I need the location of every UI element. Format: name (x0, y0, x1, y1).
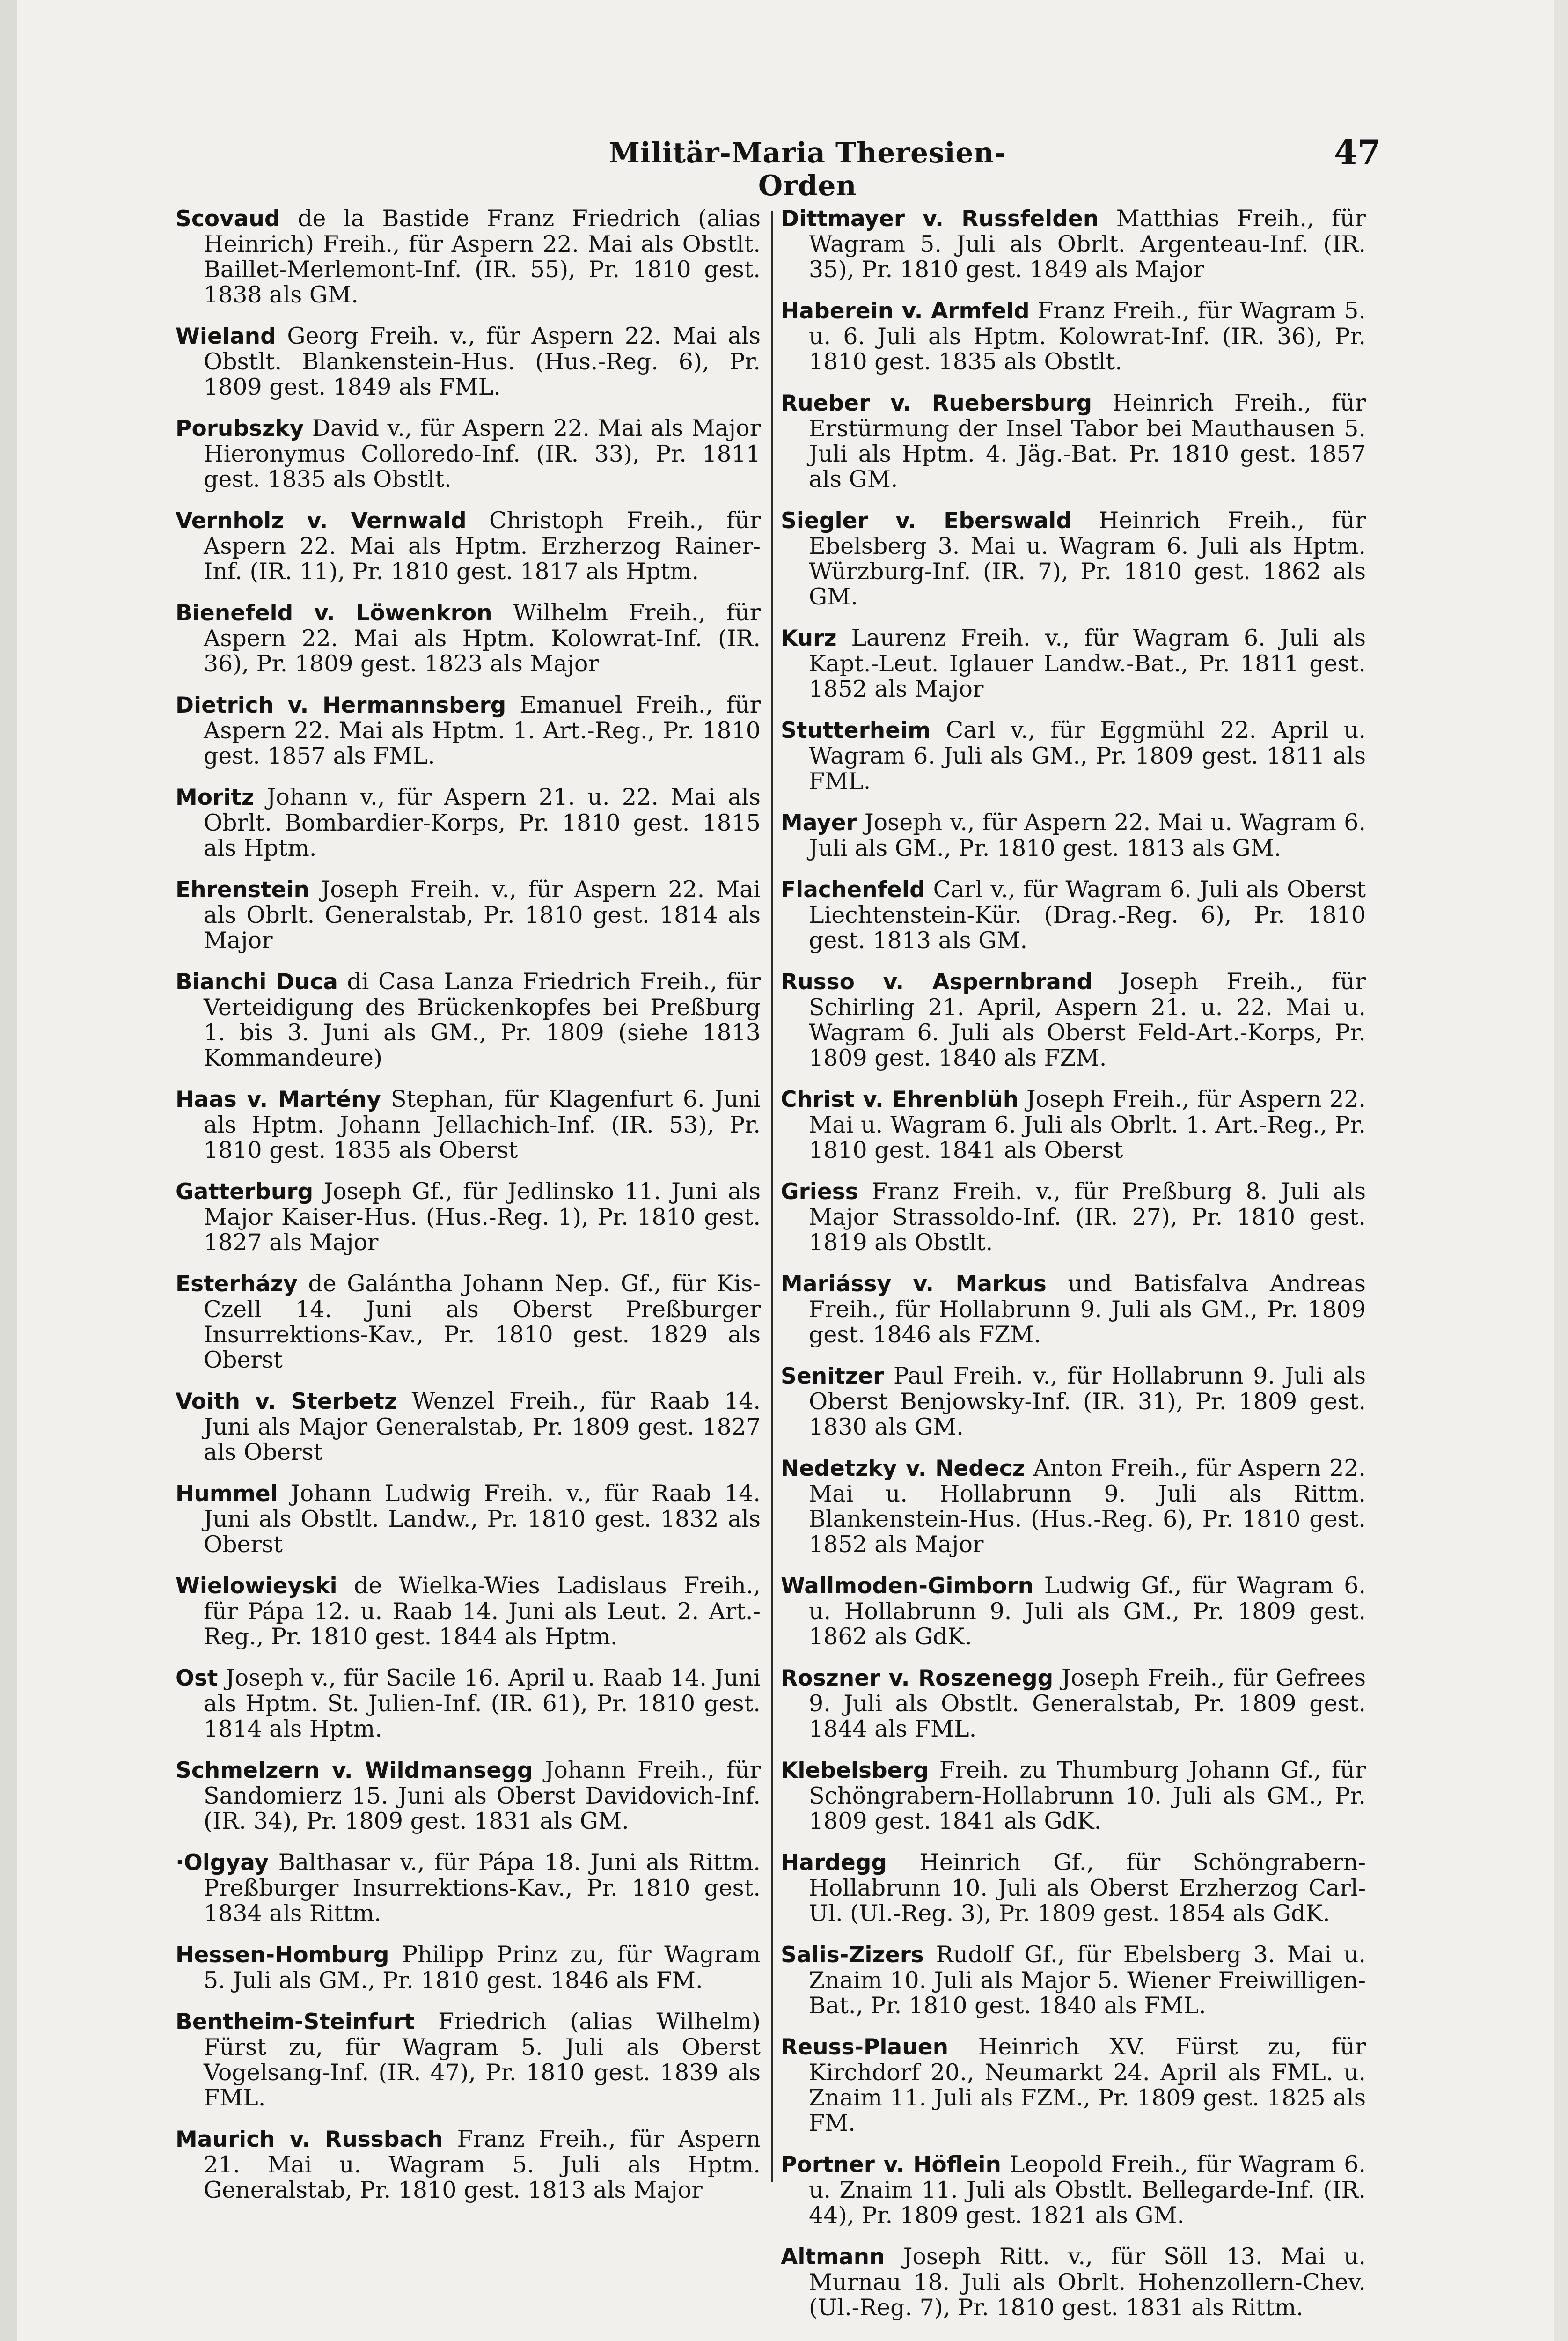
entry-text: Friedrich (alias Wilhelm) Fürst zu, für Wagram 5. Juli als Oberst Vogelsang-Inf. (IR. 47), Pr. 1810 gest. 1839 als FML. (204, 2008, 761, 2111)
running-header: Militär-Maria Theresien-Orden (608, 137, 1006, 202)
entry-text: Georg Freih. v., für Aspern 22. Mai als Obstlt. Blankenstein-Hus. (Hus.-Reg. 6), Pr. 1809 gest. 1849 als FML. (204, 323, 761, 400)
entry-name: Rueber v. Ruebersburg (781, 390, 1092, 416)
entry-name: Maurich v. Russbach (176, 2127, 443, 2152)
entry-name: Mariássy v. Markus (781, 1271, 1047, 1297)
entry-text: und Batisfalva Andreas Freih., für Hollabrunn 9. Juli als GM., Pr. 1809 gest. 1846 als FZM. (809, 1270, 1366, 1348)
entry-text: Johann Ludwig Freih. v., für Raab 14. Juni als Obstlt. Landw., Pr. 1810 gest. 1832 als Oberst (204, 1480, 761, 1558)
register-entry (781, 718, 1366, 794)
entry-name: Haberein v. Armfeld (781, 298, 1030, 324)
entry-text: Emanuel Freih., für Aspern 22. Mai als Hptm. 1. Art.-Reg., Pr. 1810 gest. 1857 als FML. (204, 692, 761, 769)
entry-text: Carl v., für Wagram 6. Juli als Oberst Liechtenstein-Kür. (Drag.-Reg. 6), Pr. 1810 gest. 1813 als GM. (809, 876, 1366, 954)
register-entry (781, 810, 1366, 861)
entry-name: Wielowieyski (176, 1573, 337, 1599)
register-entry (781, 1179, 1366, 1255)
entry-text: Laurenz Freih. v., für Wagram 6. Juli als Kapt.-Leut. Iglauer Landw.-Bat., Pr. 1811 gest. 1852 als Major (809, 625, 1366, 702)
entry-text: di Casa Lanza Friedrich Freih., für Verteidigung des Brückenkopfes bei Preßburg 1. bis 3. Juni als GM., Pr. 1809 (siehe 1813 Kommandeure) (204, 968, 761, 1071)
register-entry (781, 2152, 1366, 2228)
scan-edge-left (0, 0, 17, 2341)
register-entry (781, 1850, 1366, 1926)
register-entry (176, 1850, 761, 1926)
entry-text: Wilhelm Freih., für Aspern 22. Mai als Hptm. Kolowrat-Inf. (IR. 36), Pr. 1809 gest. 1823 als Major (204, 599, 761, 677)
entry-text: David v., für Aspern 22. Mai als Major Hieronymus Colloredo-Inf. (IR. 33), Pr. 1811 gest. 1835 als Obstlt. (204, 415, 761, 493)
page-number: 47 (1334, 132, 1381, 172)
entry-name: Russo v. Aspernbrand (781, 969, 1093, 995)
entry-name: Altmann (781, 2244, 885, 2270)
register-entry (176, 324, 761, 400)
entry-name: Nedetzky v. Nedecz (781, 1456, 1026, 1481)
scan-edge-right (1554, 0, 1568, 2341)
entry-text: Joseph Freih., für Schirling 21. April, Aspern 21. u. 22. Mai u. Wagram 6. Juli als Oberst Feld-Art.-Korps, Pr. 1809 gest. 1840 als FZM. (809, 968, 1366, 1071)
register-entry (176, 1087, 761, 1163)
right-column (781, 206, 1366, 2336)
entry-name: Bienefeld v. Löwenkron (176, 600, 492, 626)
entry-text: Wenzel Freih., für Raab 14. Juni als Major Generalstab, Pr. 1809 gest. 1827 als Oberst (204, 1388, 761, 1465)
register-entry (176, 2009, 761, 2111)
register-entry (781, 298, 1366, 375)
entry-name: ·Olgyay (176, 1850, 269, 1876)
entry-text: Joseph v., für Aspern 22. Mai u. Wagram 6. Juli als GM., Pr. 1810 gest. 1813 als GM. (809, 809, 1366, 861)
entry-name: Mayer (781, 810, 857, 836)
entry-text: Christoph Freih., für Aspern 22. Mai als Hptm. Erzherzog Rainer-Inf. (IR. 11), Pr. 1810 gest. 1817 als Hptm. (204, 507, 761, 585)
entry-name: Scovaud (176, 206, 280, 232)
entry-name: Dittmayer v. Russfelden (781, 206, 1099, 232)
entry-name: Siegler v. Eberswald (781, 508, 1072, 534)
register-entry (176, 785, 761, 861)
entry-name: Bianchi Duca (176, 969, 338, 995)
register-entry (781, 1456, 1366, 1557)
entry-text: Rudolf Gf., für Ebelsberg 3. Mai u. Znaim 10. Juli als Major 5. Wiener Freiwilligen-Bat., Pr. 1810 gest. 1840 als FML. (809, 1941, 1366, 2019)
entry-name: Porubszky (176, 416, 304, 442)
register-entry (176, 1758, 761, 1834)
entry-text: Joseph Freih., für Aspern 22. Mai u. Wagram 6. Juli als Obrlt. 1. Art.-Reg., Pr. 1810 gest. 1841 als Oberst (809, 1086, 1366, 1163)
entry-name: Vernholz v. Vernwald (176, 508, 467, 534)
entry-name: Flachenfeld (781, 877, 925, 903)
entry-name: Klebelsberg (781, 1758, 929, 1783)
entry-text: Joseph v., für Sacile 16. April u. Raab 14. Juni als Hptm. St. Julien-Inf. (IR. 61), Pr. 1810 gest. 1814 als Hptm. (204, 1664, 761, 1742)
entry-text: Johann Freih., für Sandomierz 15. Juni als Oberst Davidovich-Inf. (IR. 34), Pr. 1809 gest. 1831 als GM. (204, 1757, 761, 1834)
entry-name: Gatterburg (176, 1179, 314, 1205)
entry-name: Hummel (176, 1481, 278, 1507)
register-entry (781, 2244, 1366, 2320)
entry-text: de Wielka-Wies Ladislaus Freih., für Pápa 12. u. Raab 14. Juni als Leut. 2. Art.-Reg., Pr. 1810 gest. 1844 als Hptm. (204, 1572, 761, 1650)
register-entry (176, 692, 761, 769)
register-entry (781, 1665, 1366, 1742)
entry-name: Wieland (176, 324, 276, 349)
entry-text: Joseph Freih., für Gefrees 9. Juli als Obstlt. Generalstab, Pr. 1809 gest. 1844 als FML. (809, 1664, 1366, 1742)
entry-name: Haas v. Martény (176, 1087, 381, 1112)
register-entry (781, 1271, 1366, 1347)
entry-name: Salis-Zizers (781, 1942, 924, 1968)
register-entry (781, 1758, 1366, 1834)
register-entry (176, 600, 761, 677)
entry-text: Paul Freih. v., für Hollabrunn 9. Juli als Oberst Benjowsky-Inf. (IR. 31), Pr. 1809 gest. 1830 als GM. (809, 1362, 1366, 1440)
entry-text: Heinrich Freih., für Erstürmung der Insel Tabor bei Mauthausen 5. Juli als Hptm. 4. Jäg.-Bat. Pr. 1810 gest. 1857 als GM. (809, 390, 1366, 493)
entry-text: Joseph Gf., für Jedlinsko 11. Juni als Major Kaiser-Hus. (Hus.-Reg. 1), Pr. 1810 gest. 1827 als Major (204, 1178, 761, 1256)
entry-name: Bentheim-Steinfurt (176, 2009, 415, 2035)
register-entry (176, 969, 761, 1071)
entry-name: Moritz (176, 785, 255, 810)
register-entry (176, 877, 761, 953)
entry-name: Kurz (781, 626, 837, 651)
entry-name: Reuss-Plauen (781, 2034, 949, 2060)
register-entry (781, 1363, 1366, 1440)
register-entry (781, 2034, 1366, 2136)
entry-text: Leopold Freih., für Wagram 6. u. Znaim 11. Juli als Obstlt. Bellegarde-Inf. (IR. 44), Pr. 1809 gest. 1821 als GM. (809, 2151, 1366, 2229)
entry-text: Freih. zu Thumburg Johann Gf., für Schöngrabern-Hollabrunn 10. Juli als GM., Pr. 1809 gest. 1841 als GdK. (809, 1757, 1366, 1834)
register-entry (176, 1389, 761, 1465)
entry-text: Joseph Freih. v., für Aspern 22. Mai als Obrlt. Generalstab, Pr. 1810 gest. 1814 als Major (204, 876, 761, 954)
column-divider (771, 211, 773, 2182)
register-entry (781, 390, 1366, 492)
entry-text: Franz Freih. v., für Preßburg 8. Juli als Major Strassoldo-Inf. (IR. 27), Pr. 1810 gest. 1819 als Obstlt. (809, 1178, 1366, 1256)
entry-name: Portner v. Höflein (781, 2152, 1001, 2178)
entry-name: Ehrenstein (176, 877, 309, 903)
entry-text: Anton Freih., für Aspern 22. Mai u. Hollabrunn 9. Juli als Rittm. Blankenstein-Hus. (Hus.-Reg. 6), Pr. 1810 gest. 1852 als Major (809, 1455, 1366, 1558)
entry-name: Wallmoden-Gimborn (781, 1573, 1034, 1599)
register-entry (176, 2127, 761, 2203)
entry-name: Christ v. Ehrenblüh (781, 1087, 1019, 1112)
register-entry (781, 626, 1366, 702)
entry-text: Philipp Prinz zu, für Wagram 5. Juli als GM., Pr. 1810 gest. 1846 als FM. (204, 1941, 761, 1994)
register-entry (176, 416, 761, 492)
register-entry (176, 1179, 761, 1255)
register-entry (176, 1942, 761, 1993)
register-entry (781, 1573, 1366, 1649)
entry-name: Schmelzern v. Wildmansegg (176, 1758, 533, 1783)
entry-name: Ost (176, 1665, 218, 1691)
entry-name: Dietrich v. Hermannsberg (176, 692, 506, 718)
entry-text: Carl v., für Eggmühl 22. April u. Wagram 6. Juli als GM., Pr. 1809 gest. 1811 als FML. (809, 717, 1366, 795)
entry-text: Heinrich XV. Fürst zu, für Kirchdorf 20., Neumarkt 24. April als FML. u. Znaim 11. Juli als FZM., Pr. 1809 gest. 1825 als FM. (809, 2033, 1366, 2136)
entry-text: de Galántha Johann Nep. Gf., für Kis-Czell 14. Juni als Oberst Preßburger Insurrektions-Kav., Pr. 1810 gest. 1829 als Oberst (204, 1270, 761, 1373)
register-entry (176, 1481, 761, 1557)
entry-text: Heinrich Freih., für Ebelsberg 3. Mai u. Wagram 6. Juli als Hptm. Würzburg-Inf. (IR. 7), Pr. 1810 gest. 1862 als GM. (809, 507, 1366, 610)
register-entry (781, 1087, 1366, 1163)
register-entry (176, 508, 761, 584)
entry-text: Matthias Freih., für Wagram 5. Juli als Obrlt. Argenteau-Inf. (IR. 35), Pr. 1810 gest. 1849 als Major (809, 205, 1366, 283)
entry-text: de la Bastide Franz Friedrich (alias Heinrich) Freih., für Aspern 22. Mai als Obstlt. Baillet-Merlemont-Inf. (IR. 55), Pr. 1810 gest. 1838 als GM. (204, 205, 761, 308)
register-entry (176, 206, 761, 308)
entry-name: Roszner v. Roszenegg (781, 1665, 1054, 1691)
register-entry (781, 969, 1366, 1071)
entry-name: Senitzer (781, 1363, 884, 1389)
register-entry (781, 877, 1366, 953)
entry-name: Hardegg (781, 1850, 887, 1876)
register-entry (781, 206, 1366, 282)
entry-name: Hessen-Homburg (176, 1942, 389, 1968)
register-entry (781, 508, 1366, 610)
register-entry (176, 1665, 761, 1742)
entry-name: Voith v. Sterbetz (176, 1389, 397, 1414)
entry-name: Stutterheim (781, 718, 931, 744)
entry-text: Heinrich Gf., für Schöngrabern-Hollabrunn 10. Juli als Oberst Erzherzog Carl-Ul. (Ul.-Reg. 3), Pr. 1809 gest. 1854 als GdK. (809, 1849, 1366, 1927)
entry-text: Franz Freih., für Wagram 5. u. 6. Juli als Hptm. Kolowrat-Inf. (IR. 36), Pr. 1810 gest. 1835 als Obstlt. (809, 297, 1366, 375)
entry-text: Franz Freih., für Aspern 21. Mai u. Wagram 5. Juli als Hptm. Generalstab, Pr. 1810 gest. 1813 als Major (204, 2126, 761, 2203)
entry-text: Joseph Ritt. v., für Söll 13. Mai u. Murnau 18. Juli als Obrlt. Hohenzollern-Chev. (Ul.-Reg. 7), Pr. 1810 gest. 1831 als Rittm. (809, 2243, 1366, 2321)
entry-text: Stephan, für Klagenfurt 6. Juni als Hptm. Johann Jellachich-Inf. (IR. 53), Pr. 1810 gest. 1835 als Oberst (204, 1086, 761, 1163)
entry-text: Johann v., für Aspern 21. u. 22. Mai als Obrlt. Bombardier-Korps, Pr. 1810 gest. 1815 als Hptm. (204, 784, 761, 861)
entry-text: Balthasar v., für Pápa 18. Juni als Rittm. Preßburger Insurrektions-Kav., Pr. 1810 gest. 1834 als Rittm. (204, 1849, 761, 1927)
entry-text: Ludwig Gf., für Wagram 6. u. Hollabrunn 9. Juli als GM., Pr. 1809 gest. 1862 als GdK. (809, 1572, 1366, 1650)
entry-name: Esterházy (176, 1271, 298, 1297)
register-entry (176, 1271, 761, 1373)
register-entry (781, 1942, 1366, 2018)
left-column (176, 206, 761, 2219)
entry-name: Griess (781, 1179, 858, 1205)
register-entry (176, 1573, 761, 1649)
